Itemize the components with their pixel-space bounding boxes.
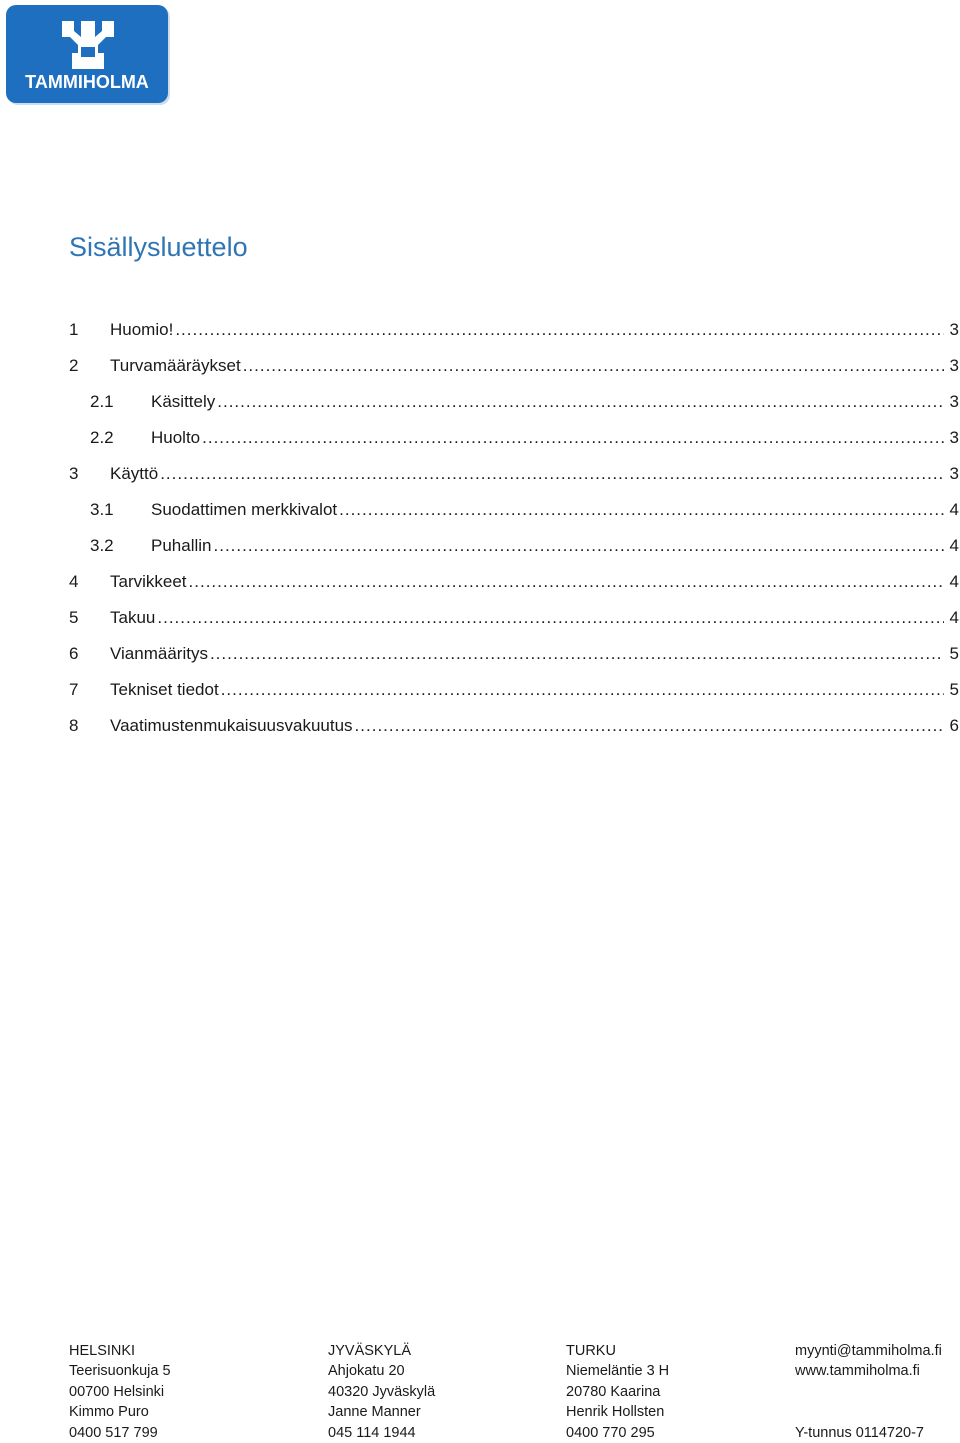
toc-entry-label: Puhallin — [151, 536, 212, 555]
toc-entry-label: Turvamääräykset — [110, 356, 241, 375]
toc-entry-turvamaaraykset[interactable] — [69, 348, 959, 384]
toc-dot-leader — [202, 428, 944, 448]
toc-entry-kasittely[interactable] — [69, 384, 959, 420]
toc-entry-page: 3 — [949, 356, 959, 375]
toc-dot-leader — [210, 644, 944, 664]
toc-entry-number: 4 — [69, 572, 79, 591]
company-business-id: Y-tunnus 0114720-7 — [795, 1424, 924, 1441]
toc-dot-leader — [160, 464, 944, 484]
toc-entry-number: 1 — [69, 320, 79, 339]
toc-entry-number: 6 — [69, 644, 79, 663]
toc-entry-page: 4 — [949, 608, 959, 627]
toc-entry-page: 3 — [949, 320, 959, 339]
office-street: Teerisuonkuja 5 — [69, 1363, 171, 1380]
toc-entry-label: Suodattimen merkkivalot — [151, 500, 338, 519]
toc-entry-huolto[interactable] — [69, 420, 959, 456]
toc-entry-number: 2 — [69, 356, 79, 375]
toc-entry-page: 3 — [949, 428, 959, 447]
toc-entry-tekniset-tiedot[interactable] — [69, 672, 959, 708]
company-logo — [6, 5, 168, 103]
toc-entry-huomio[interactable] — [69, 312, 959, 348]
toc-entry-number: 3 — [69, 464, 79, 483]
toc-entry-page: 3 — [949, 392, 959, 411]
toc-entry-kaytto[interactable] — [69, 456, 959, 492]
table-of-contents — [69, 312, 959, 744]
toc-entry-suodattimen-merkkivalot[interactable] — [69, 492, 959, 528]
office-postcode: 40320 Jyväskylä — [328, 1383, 436, 1400]
toc-entry-vaatimustenmukaisuusvakuutus[interactable] — [69, 708, 959, 744]
toc-entry-number: 8 — [69, 716, 79, 735]
office-postcode: 20780 Kaarina — [566, 1383, 661, 1400]
toc-dot-leader — [243, 356, 944, 376]
office-contact-person: Janne Manner — [328, 1404, 421, 1421]
toc-dot-leader — [157, 608, 944, 628]
office-phone: 0400 517 799 — [69, 1424, 158, 1441]
office-street: Niemeläntie 3 H — [566, 1363, 670, 1380]
toc-entry-page: 4 — [949, 572, 959, 591]
toc-entry-page: 5 — [949, 680, 959, 699]
toc-entry-page: 6 — [949, 716, 959, 735]
toc-entry-label: Käsittely — [151, 392, 216, 411]
toc-entry-number: 2.1 — [90, 392, 114, 411]
toc-dot-leader — [221, 680, 944, 700]
toc-entry-label: Tekniset tiedot — [110, 680, 219, 699]
toc-entry-puhallin[interactable] — [69, 528, 959, 564]
toc-entry-number: 5 — [69, 608, 79, 627]
office-city: HELSINKI — [69, 1343, 136, 1359]
office-contact-person: Kimmo Puro — [69, 1404, 149, 1421]
toc-dot-leader — [355, 716, 944, 736]
office-city: TURKU — [566, 1343, 616, 1359]
toc-entry-label: Huolto — [151, 428, 201, 447]
toc-title: Sisällysluettelo — [69, 232, 248, 262]
toc-entry-takuu[interactable] — [69, 600, 959, 636]
office-contact-person: Henrik Hollsten — [566, 1404, 665, 1421]
toc-entry-label: Käyttö — [110, 464, 159, 483]
toc-entry-number: 3.1 — [90, 500, 114, 519]
toc-entry-label: Tarvikkeet — [110, 572, 187, 591]
toc-dot-leader — [339, 500, 944, 520]
toc-entry-tarvikkeet[interactable] — [69, 564, 959, 600]
toc-entry-label: Vianmääritys — [110, 644, 208, 663]
toc-entry-label: Takuu — [110, 608, 156, 627]
toc-entry-vianmaaritys[interactable] — [69, 636, 959, 672]
tammiholma-emblem-icon — [60, 19, 116, 71]
toc-entry-page: 4 — [949, 536, 959, 555]
toc-dot-leader — [214, 536, 945, 556]
toc-entry-number: 7 — [69, 680, 79, 699]
toc-entry-page: 3 — [949, 464, 959, 483]
footer-office-jyvaskyla — [328, 1341, 435, 1443]
office-postcode: 00700 Helsinki — [69, 1383, 165, 1400]
footer-office-helsinki — [69, 1341, 171, 1443]
footer-company-contact — [795, 1341, 942, 1443]
footer-office-turku — [566, 1341, 669, 1443]
toc-dot-leader — [217, 392, 944, 412]
company-email-link[interactable]: myynti@tammiholma.fi — [795, 1343, 942, 1359]
office-city: JYVÄSKYLÄ — [328, 1343, 412, 1359]
toc-entry-label: Huomio! — [110, 320, 174, 339]
page-footer — [0, 1341, 960, 1441]
office-phone: 0400 770 295 — [566, 1424, 655, 1441]
toc-entry-number: 2.2 — [90, 428, 114, 447]
toc-entry-page: 4 — [949, 500, 959, 519]
company-website-link[interactable]: www.tammiholma.fi — [795, 1363, 920, 1380]
toc-entry-page: 5 — [949, 644, 959, 663]
toc-entry-label: Vaatimustenmukaisuusvakuutus — [110, 716, 353, 735]
office-phone: 045 114 1944 — [328, 1424, 416, 1441]
logo-wordmark: TAMMIHOLMA — [25, 72, 149, 92]
toc-entry-number: 3.2 — [90, 536, 114, 555]
toc-dot-leader — [175, 320, 944, 340]
office-street: Ahjokatu 20 — [328, 1363, 405, 1380]
toc-dot-leader — [189, 572, 944, 592]
